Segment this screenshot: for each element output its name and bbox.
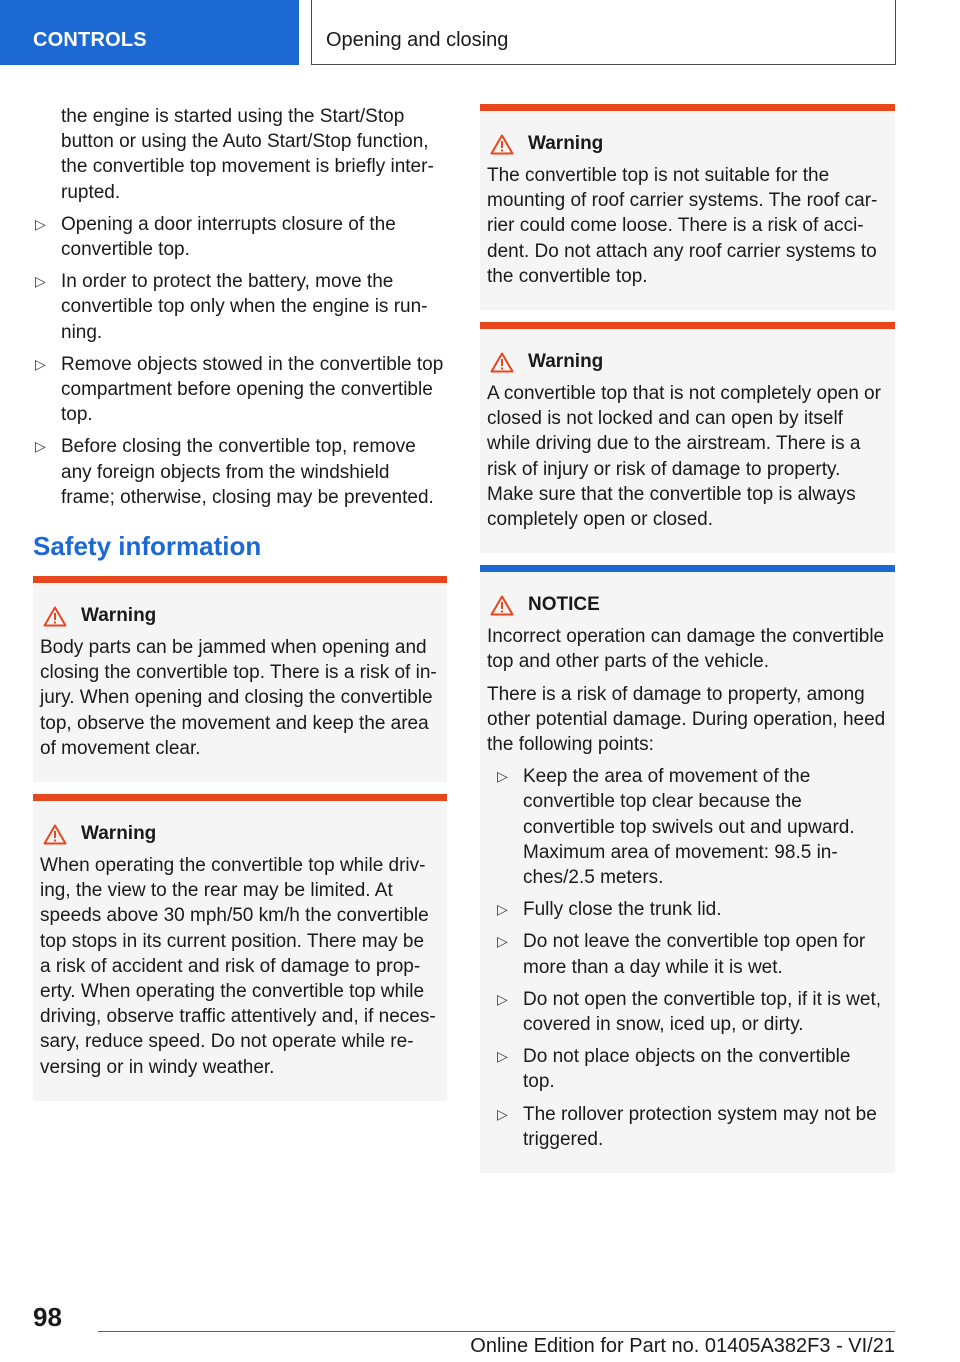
triangle-right-icon: ▷ [497, 1105, 508, 1122]
warning-title: Warning [40, 821, 439, 847]
notice-text: There is a risk of damage to property, among other potential damage. During operation, heed the following points: [487, 683, 886, 756]
list-item: ▷ Before closing the convertible top, remove any foreign objects from the windshield frame; otherwise, closing may be prevented. [35, 436, 434, 508]
triangle-right-icon: ▷ [497, 768, 508, 785]
bullet-list [33, 212, 447, 510]
section-tab: CONTROLS [0, 0, 299, 65]
triangle-right-icon: ▷ [497, 901, 508, 918]
warning-box [480, 104, 895, 310]
warning-box [33, 576, 447, 782]
warning-triangle-icon [490, 352, 514, 373]
warning-triangle-icon [490, 595, 514, 616]
triangle-right-icon: ▷ [497, 990, 508, 1007]
section-heading: Safety information [33, 531, 262, 562]
warning-triangle-icon [43, 606, 67, 627]
bullet-list [495, 764, 887, 1152]
triangle-right-icon: ▷ [35, 355, 46, 372]
list-item: ▷ Do not leave the convertible top open for more than a day while it is wet. [497, 931, 866, 978]
list-item: ▷ In order to protect the battery, move the convertible top only when the engine is run-ning. [35, 271, 428, 343]
chapter-title: Opening and closing [311, 0, 896, 65]
triangle-right-icon: ▷ [35, 215, 46, 232]
triangle-right-icon: ▷ [497, 933, 508, 950]
edition-note: Online Edition for Part no. 01405A382F3 - VI/21 [470, 1335, 895, 1357]
continued-text: the engine is started using the Start/Stop button or using the Auto Start/Stop function, the convertible top movement is briefly inter-rupted. [61, 106, 434, 203]
list-item: ▷ Opening a door interrupts closure of the convertible top. [35, 213, 396, 261]
triangle-right-icon: ▷ [35, 438, 46, 455]
warning-triangle-icon [490, 134, 514, 155]
list-item: ▷ Remove objects stowed in the convertible top compartment before opening the convertible top. [35, 353, 444, 426]
footer-divider [98, 1331, 895, 1332]
notice-title: NOTICE [487, 592, 887, 618]
list-item: ▷ Keep the area of movement of the convertible top clear because the convertible top swivels out and upward. Maximum area of movement: 98.5 in-ches/2.5 meters. [497, 766, 855, 889]
warning-title: Warning [487, 131, 887, 157]
left-column [33, 104, 447, 1101]
warning-triangle-icon [43, 824, 67, 845]
warning-text: The convertible top is not suitable for the mounting of roof carrier systems. The roof car-rier could come loose. There is a risk of acci-dent. Do not attach any roof carrier systems to the convertible top. [487, 165, 878, 287]
triangle-right-icon: ▷ [497, 1048, 508, 1065]
notice-box [480, 565, 895, 1173]
warning-box [480, 322, 895, 553]
warning-title: Warning [487, 349, 887, 375]
list-item: ▷ Fully close the trunk lid. [495, 897, 887, 922]
warning-text: A convertible top that is not completely open or closed is not locked and can open by itself while driving due to the airstream. There is a risk of injury or risk of damage to property. Make sure that the convertible top is always completely open or closed. [487, 383, 881, 531]
warning-text: Body parts can be jammed when opening and closing the convertible top. There is a risk of in-jury. When opening and closing the convertible top, observe the movement and keep the area of movement clear. [40, 637, 437, 759]
list-item: ▷ The rollover protection system may not be triggered. [497, 1103, 877, 1150]
warning-title: Warning [40, 603, 439, 629]
notice-text: Incorrect operation can damage the convertible top and other parts of the vehicle. [487, 626, 885, 673]
page-number: 98 [33, 1302, 62, 1332]
warning-box [33, 794, 447, 1101]
right-column [480, 104, 895, 1173]
warning-text: When operating the convertible top while driv-ing, the view to the rear may be limited. At speeds above 30 mph/50 km/h the convertible top stops in its current position. There may be a risk of accident and risk of damage to prop-erty. When operating the convertible top while driving, observe traffic attentively and, if neces-sary, reduce speed. Do not operate while re-versing or in windy weather. [40, 855, 436, 1078]
triangle-right-icon: ▷ [35, 273, 46, 290]
list-item: ▷ Do not open the convertible top, if it is wet, covered in snow, iced up, or dirty. [497, 988, 882, 1036]
list-item: ▷ Do not place objects on the convertible top. [497, 1046, 851, 1093]
